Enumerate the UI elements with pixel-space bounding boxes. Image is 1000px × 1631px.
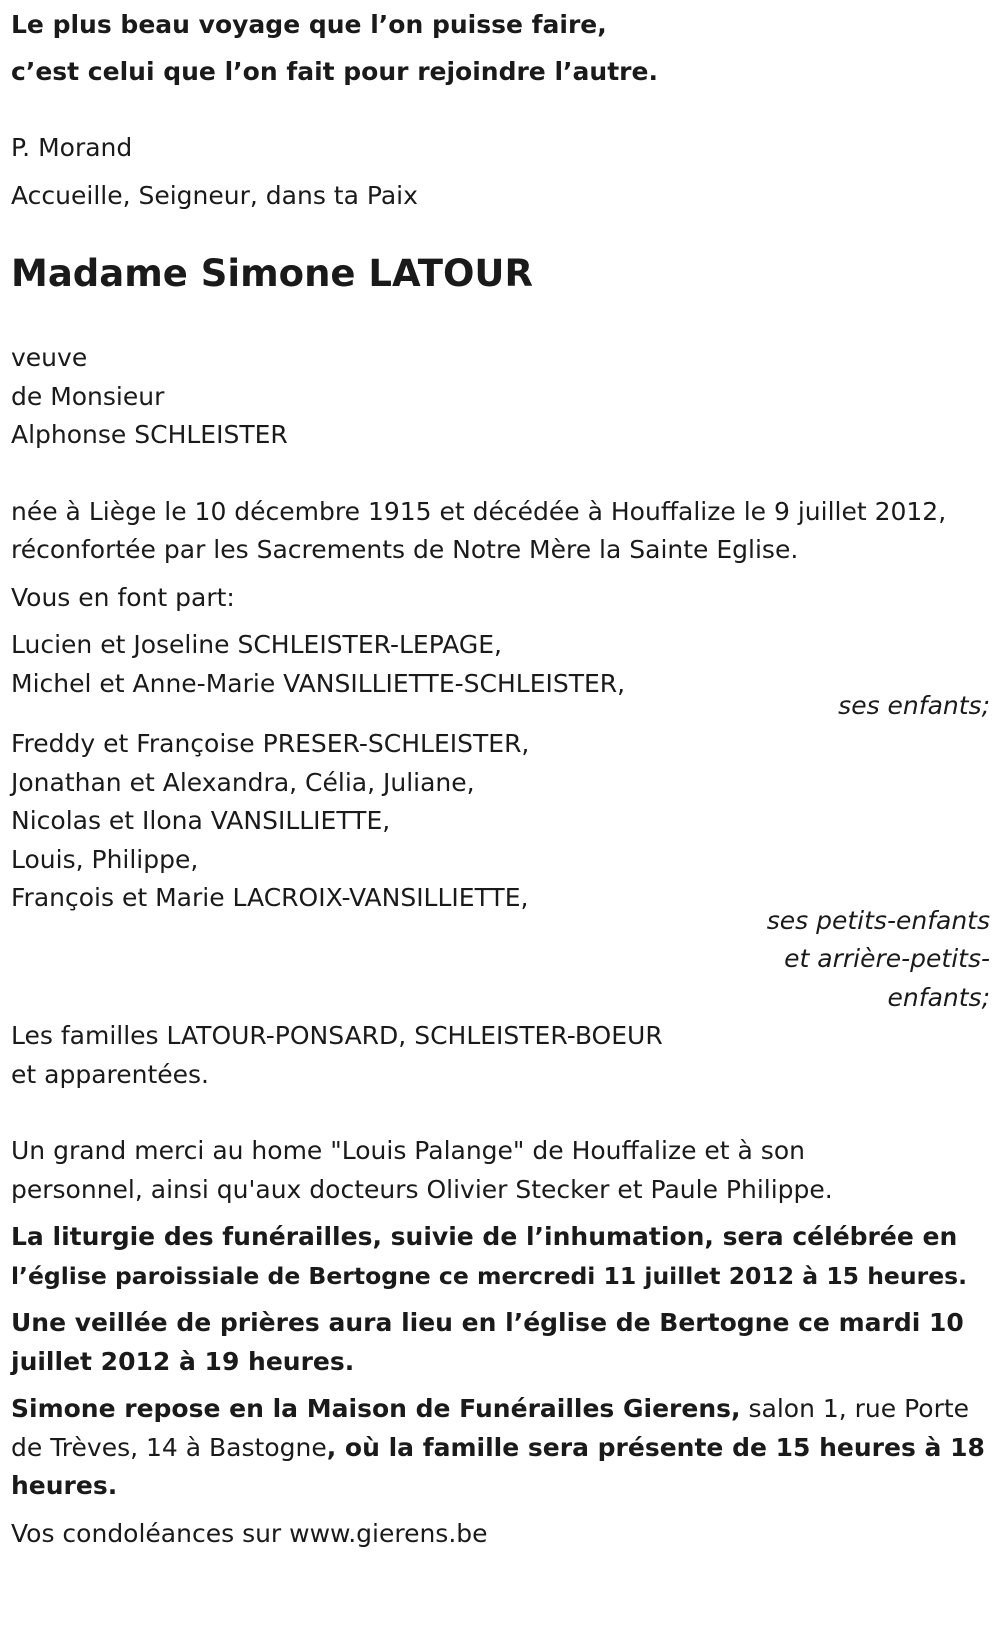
repose-family-presence: , où la famille sera présente de 15 heures à 18	[326, 1433, 985, 1462]
quote-line-1: Le plus beau voyage que l’on puisse faire,	[11, 10, 607, 39]
quote-line-2: c’est celui que l’on fait pour rejoindre l’autre.	[11, 57, 658, 86]
children-line-2: Michel et Anne-Marie VANSILLIETTE-SCHLEISTER,	[11, 669, 626, 698]
thanks-line-2: personnel, ainsi qu'aux docteurs Olivier Stecker et Paule Philippe.	[11, 1175, 833, 1204]
announce-intro: Vous en font part:	[11, 583, 235, 612]
repose-line-2	[11, 1433, 985, 1463]
liturgy-line-2: l’église paroissiale de Bertogne ce mercredi 11 juillet 2012 à 15 heures.	[11, 1262, 968, 1290]
birth-death-line-1: née à Liège le 10 décembre 1915 et décédée à Houffalize le 9 juillet 2012,	[11, 497, 947, 526]
repose-salon: salon 1, rue Porte	[740, 1394, 970, 1423]
spouse-line-2: de Monsieur	[11, 382, 165, 411]
prayer-line: Accueille, Seigneur, dans ta Paix	[11, 181, 418, 210]
repose-line-1	[11, 1394, 969, 1424]
grandchildren-line-1: Freddy et Françoise PRESER-SCHLEISTER,	[11, 729, 530, 758]
families-line-2: et apparentées.	[11, 1060, 209, 1089]
vigil-line-2: juillet 2012 à 19 heures.	[11, 1347, 355, 1376]
grandchildren-role-1: ses petits-enfants	[766, 906, 990, 935]
grandchildren-line-5: François et Marie LACROIX-VANSILLIETTE,	[11, 883, 529, 912]
thanks-line-1: Un grand merci au home "Louis Palange" de Houffalize et à son	[11, 1136, 805, 1165]
deceased-name: Madame Simone LATOUR	[11, 252, 533, 295]
grandchildren-line-3: Nicolas et Ilona VANSILLIETTE,	[11, 806, 391, 835]
vigil-line-1: Une veillée de prières aura lieu en l’église de Bertogne ce mardi 10	[11, 1308, 964, 1337]
spouse-line-3: Alphonse SCHLEISTER	[11, 420, 288, 449]
quote-author: P. Morand	[11, 133, 133, 162]
families-line-1: Les familles LATOUR-PONSARD, SCHLEISTER-BOEUR	[11, 1021, 663, 1050]
condolences-line: Vos condoléances sur www.gierens.be	[11, 1519, 488, 1548]
grandchildren-role-3: enfants;	[887, 983, 990, 1012]
birth-death-line-2: réconfortée par les Sacrements de Notre Mère la Sainte Eglise.	[11, 535, 799, 564]
repose-address: de Trèves, 14 à Bastogne	[11, 1433, 327, 1462]
spouse-line-1: veuve	[11, 343, 88, 372]
children-line-1: Lucien et Joseline SCHLEISTER-LEPAGE,	[11, 630, 502, 659]
grandchildren-role-2: et arrière-petits-	[784, 944, 990, 973]
repose-place: Simone repose en la Maison de Funérailles Gierens,	[11, 1394, 741, 1423]
repose-line-3: heures.	[11, 1471, 118, 1500]
liturgy-line-1: La liturgie des funérailles, suivie de l’inhumation, sera célébrée en	[11, 1222, 958, 1251]
grandchildren-line-2: Jonathan et Alexandra, Célia, Juliane,	[11, 768, 475, 797]
children-role: ses enfants;	[838, 691, 990, 720]
grandchildren-line-4: Louis, Philippe,	[11, 845, 199, 874]
